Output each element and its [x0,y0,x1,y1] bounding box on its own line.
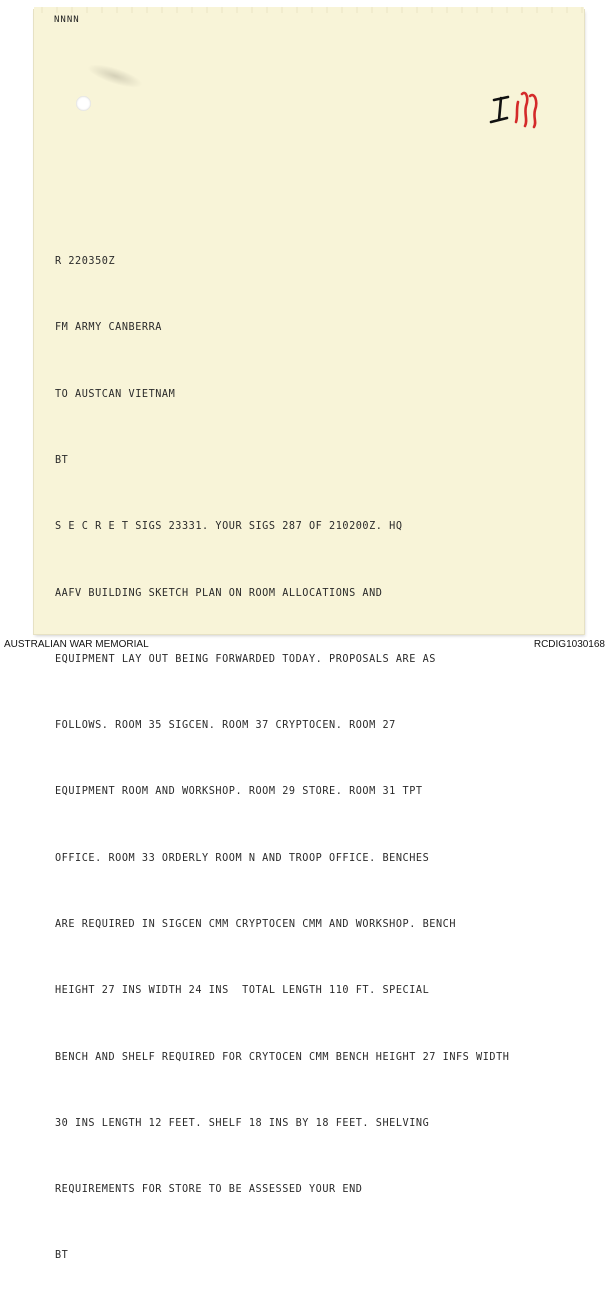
message-line: AAFV BUILDING SKETCH PLAN ON ROOM ALLOCATIONS AND [55,587,383,599]
source-label: AUSTRALIAN WAR MEMORIAL [4,639,149,650]
annotation-stroke-red [516,93,536,127]
message-line: EQUIPMENT ROOM AND WORKSHOP. ROOM 29 STORE. ROOM 31 TPT [55,786,423,798]
message-line: BT [55,1250,69,1262]
paper-smudge [85,59,145,92]
message-line: BT [55,455,69,467]
message-line: FOLLOWS. ROOM 35 SIGCEN. ROOM 37 CRYPTOCEN. ROOM 27 [55,720,396,732]
message-line: ARE REQUIRED IN SIGCEN CMM CRYPTOCEN CMM AND WORKSHOP. BENCH [55,919,457,930]
message-line: EQUIPMENT LAY OUT BEING FORWARDED TODAY. PROPOSALS ARE AS [55,653,436,665]
message-line: OFFICE. ROOM 33 ORDERLY ROOM N AND TROOP OFFICE. BENCHES [55,852,430,864]
message-line: REQUIREMENTS FOR STORE TO BE ASSESSED YOUR END [55,1184,363,1196]
punch-hole [76,96,91,111]
page-footer [0,639,609,653]
message-body [55,207,575,1308]
handwritten-annotation [486,80,556,130]
message-line: FM ARMY CANBERRA [55,322,162,334]
header-code: NNNN [54,15,80,25]
message-line: R 220350Z [55,256,116,268]
message-line: 30 INS LENGTH 12 FEET. SHELF 18 INS BY 18 FEET. SHELVING [55,1117,430,1129]
message-line: TO AUSTCAN VIETNAM [55,388,176,400]
message-line: HEIGHT 27 INS WIDTH 24 INS TOTAL LENGTH 110 FT. SPECIAL [55,985,430,997]
message-line: S E C R E T SIGS 23331. YOUR SIGS 287 OF 210200Z. HQ [55,521,403,533]
reference-label: RCDIG1030168 [533,639,605,650]
annotation-stroke-black [491,97,508,122]
message-line: BENCH AND SHELF REQUIRED FOR CRYTOCEN CMM BENCH HEIGHT 27 INFS WIDTH [55,1051,510,1063]
